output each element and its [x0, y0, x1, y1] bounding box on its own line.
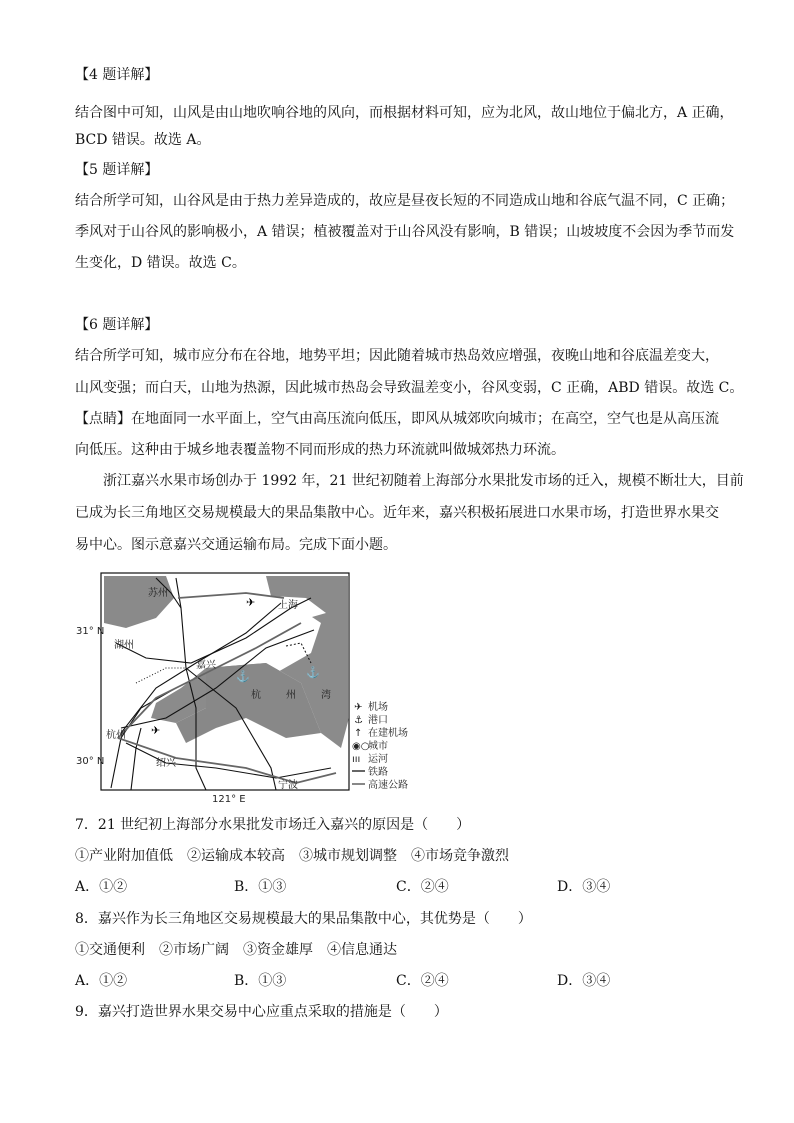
paragraph-line: 山风变强；而白天，山地为热源，因此城市热岛会导致温差变小，谷风变弱，C 正确，ABD 错误。故选 C。	[75, 380, 744, 396]
legend-label: 港口	[368, 715, 388, 726]
paragraph-line: 季风对于山谷风的影响极小，A 错误；植被覆盖对于山谷风没有影响，B 错误；山坡坡度不会因为季节而发	[75, 224, 735, 240]
paragraph-line: 生变化，D 错误。故选 C。	[75, 255, 246, 271]
bay-label: 州	[286, 690, 296, 701]
q7-option-d: D．③④	[557, 879, 611, 895]
q8-option-a: A．①②	[75, 973, 128, 989]
city-label: 上海	[278, 600, 298, 611]
q8-option-c: C．②④	[396, 973, 449, 989]
q8-option-d: D．③④	[557, 973, 611, 989]
intro-line: 已成为长三角地区交易规模最大的果品集散中心。近年来，嘉兴积极拓展进口水果市场，打造世界水果交	[75, 505, 719, 521]
paragraph-line: BCD 错误。故选 A。	[75, 132, 211, 148]
longitude-label: 121° E	[212, 794, 246, 805]
city-label: 苏州	[148, 588, 168, 599]
legend-construction-airport-icon: ↑	[354, 728, 363, 739]
q8-option-b: B．①③	[234, 973, 287, 989]
port-icon: ⚓	[236, 670, 250, 683]
city-label: 嘉兴	[196, 660, 216, 671]
legend-label: 在建机场	[368, 728, 408, 739]
section-4-heading: 【4 题详解】	[75, 67, 159, 83]
question-7-items: ①产业附加值低 ②运输成本较高 ③城市规划调整 ④市场竞争激烈	[75, 848, 509, 864]
paragraph-line: 结合图中可知，山风是由山地吹响谷地的风向，而根据材料可知，应为北风，故山地位于偏北方，A 正确，	[75, 105, 734, 121]
section-5-heading: 【5 题详解】	[75, 162, 159, 178]
question-7-stem: 7．21 世纪初上海部分水果批发市场迁入嘉兴的原因是（ ）	[75, 817, 471, 833]
airport-icon: ✈	[246, 596, 256, 609]
legend-airport-icon: ✈	[354, 702, 363, 713]
question-8-stem: 8．嘉兴作为长三角地区交易规模最大的果品集散中心，其优势是（ ）	[75, 911, 532, 927]
bay-label: 湾	[321, 690, 331, 701]
q7-option-a: A．①②	[75, 879, 128, 895]
legend-label: 城市	[368, 741, 388, 752]
legend-label: 高速公路	[368, 780, 408, 791]
intro-line: 浙江嘉兴水果市场创办于 1992 年，21 世纪初随着上海部分水果批发市场的迁入，规模不断壮大，目前	[103, 473, 744, 489]
legend-canal-icon: ııı	[352, 754, 361, 765]
jiaxing-transport-map	[76, 568, 416, 808]
section-6-heading: 【6 题详解】	[75, 317, 159, 333]
city-label: 湖州	[114, 640, 134, 651]
question-9-stem: 9．嘉兴打造世界水果交易中心应重点采取的措施是（ ）	[75, 1004, 448, 1020]
tip-line: 【点睛】在地面同一水平面上，空气由高压流向低压，即风从城郊吹向城市；在高空，空气也是从高压流	[75, 411, 719, 427]
paragraph-line: 结合所学可知，城市应分布在谷地，地势平坦；因此随着城市热岛效应增强，夜晚山地和谷底温差变大，	[75, 348, 719, 364]
city-label: 绍兴	[156, 758, 176, 769]
city-label: 杭州	[106, 730, 126, 741]
port-icon: ⚓	[306, 666, 320, 679]
latitude-label: 30° N	[76, 756, 105, 767]
city-label: 宁波	[278, 780, 298, 791]
latitude-label: 31° N	[76, 626, 105, 637]
legend-city-icon: ◉○	[352, 741, 370, 752]
legend-label: 运河	[368, 754, 388, 765]
legend-label: 机场	[368, 702, 388, 713]
q7-option-c: C．②④	[396, 879, 449, 895]
tip-line: 向低压。这种由于城乡地表覆盖物不同而形成的热力环流就叫做城郊热力环流。	[75, 442, 565, 458]
q7-option-b: B．①③	[234, 879, 287, 895]
legend-label: 铁路	[368, 767, 388, 778]
legend-port-icon: ⚓	[354, 715, 363, 726]
question-8-items: ①交通便利 ②市场广阔 ③资金雄厚 ④信息通达	[75, 942, 397, 958]
airport-icon: ✈	[151, 724, 161, 737]
intro-line: 易中心。图示意嘉兴交通运输布局。完成下面小题。	[75, 537, 397, 553]
paragraph-line: 结合所学可知，山谷风是由于热力差异造成的，故应是昼夜长短的不同造成山地和谷底气温不同，C 正确；	[75, 193, 735, 209]
bay-label: 杭	[251, 690, 261, 701]
